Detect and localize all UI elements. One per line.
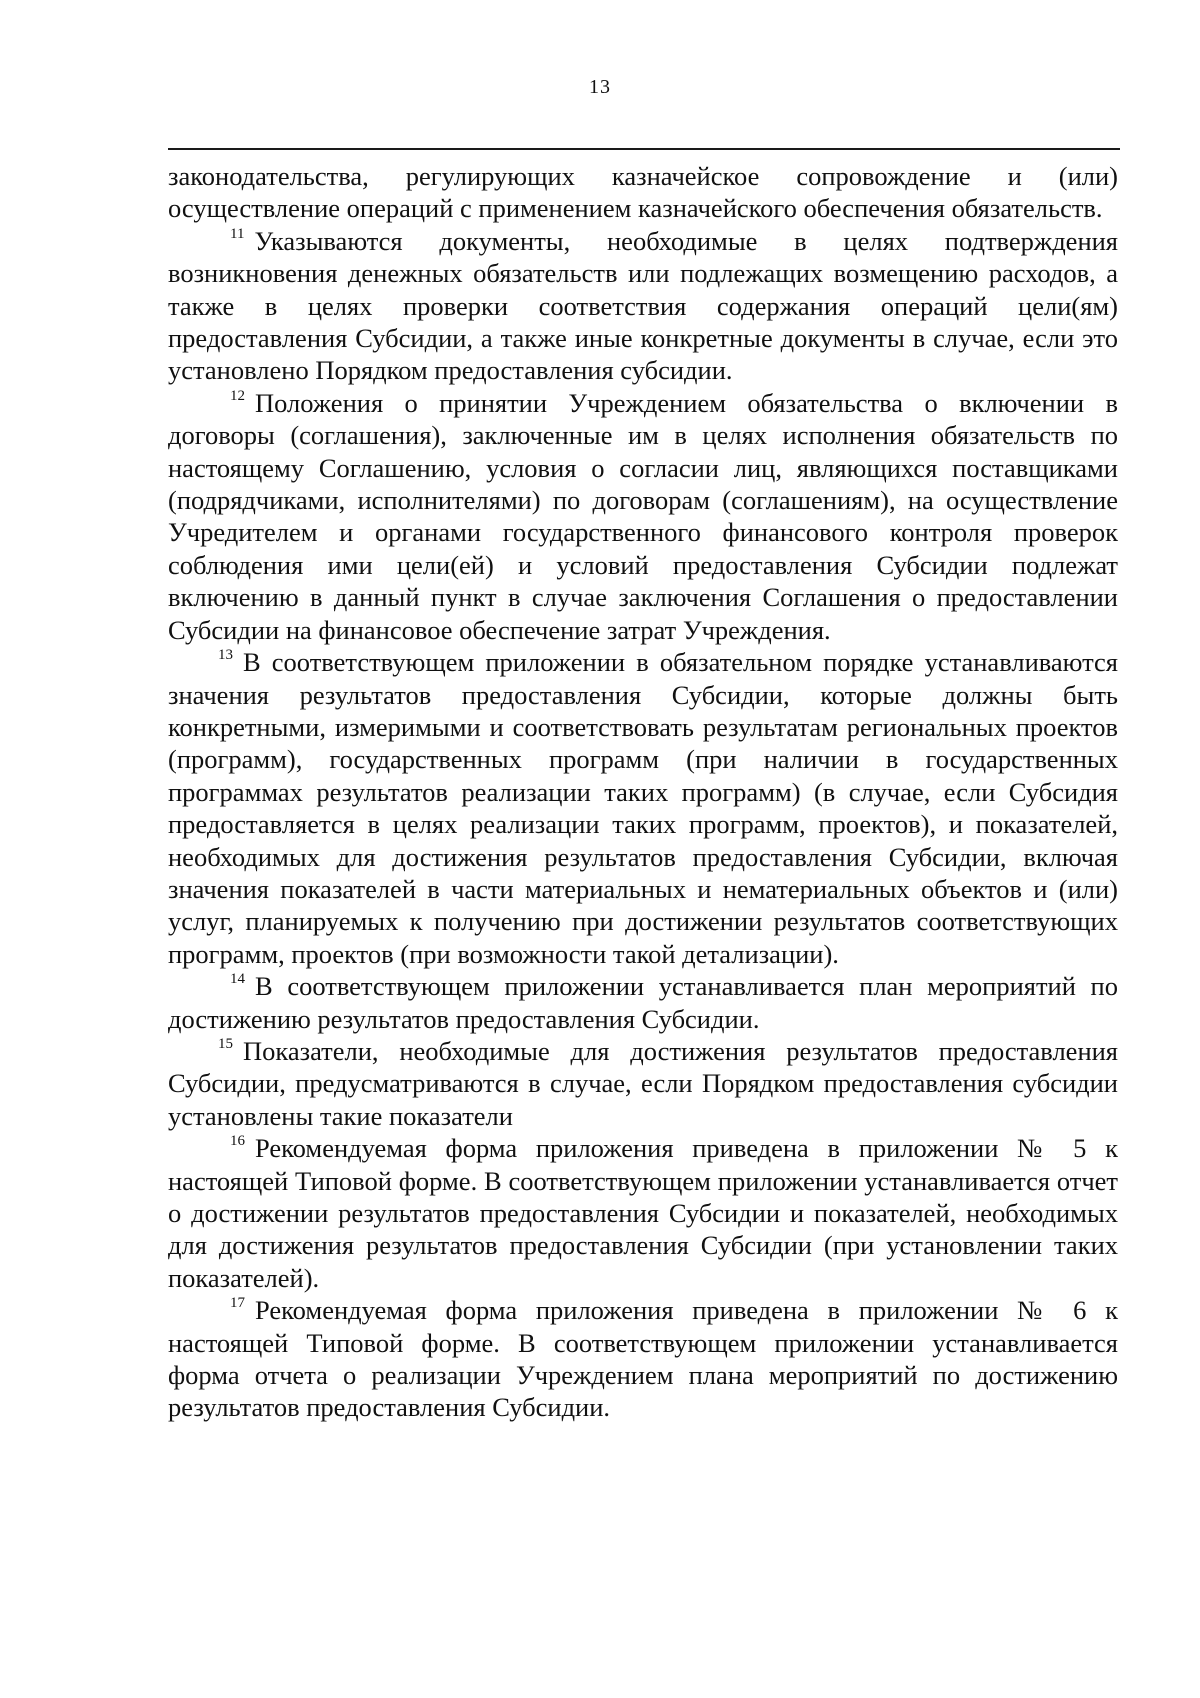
- footnote-12: [168, 387, 1118, 646]
- footnote-text: Показатели, необходимые для достижения результатов предоставления Субсидии, предусматриваются в случае, если Порядком предоставления субсидии установлены такие показатели: [168, 1035, 1118, 1131]
- footnote-marker: 13: [218, 647, 233, 664]
- footnote-13: [168, 646, 1118, 970]
- footnote-marker: 16: [230, 1133, 245, 1150]
- footnote-text: В соответствующем приложении устанавливается план мероприятий по достижению результатов предоставления Субсидии.: [168, 971, 1118, 1034]
- footnotes-body: [168, 160, 1118, 1424]
- footnote-text: В соответствующем приложении в обязательном порядке устанавливаются значения результатов предоставления Субсидии, которые должны быть конкретными, измеримыми и соответствовать результатам региональных проектов (программ), государственных программ (при наличии в государственных программах результатов реализации таких программ) (в случае, если Субсидия предоставляется в целях реализации таких программ, проектов), и показателей, необходимых для достижения результатов предоставления Субсидии, включая значения показателей в части материальных и нематериальных объектов и (или) услуг, планируемых к получению при достижении результатов соответствующих программ, проектов (при возможности такой детализации).: [168, 647, 1118, 969]
- footnote-text: законодательства, регулирующих казначейское сопровождение и (или) осуществление операций с применением казначейского обеспечения обязательств.: [168, 161, 1118, 224]
- page-number: 13: [589, 76, 611, 98]
- footnote-text: Положения о принятии Учреждением обязательства о включении в договоры (соглашения), заключенные им в целях исполнения обязательств по настоящему Соглашению, условия о согласии лиц, являющихся поставщиками (подрядчиками, исполнителями) по договорам (соглашениям), на осуществление Учредителем и органами государственного финансового контроля проверок соблюдения ими цели(ей) и условий предоставления Субсидии подлежат включению в данный пункт в случае заключения Соглашения о предоставлении Субсидии на финансовое обеспечение затрат Учреждения.: [168, 387, 1118, 645]
- footnote-separator-line: [168, 148, 1120, 150]
- footnote-text: Рекомендуемая форма приложения приведена в приложении № 6 к настоящей Типовой форме. В соответствующем приложении устанавливается форма отчета о реализации Учреждением плана мероприятий по достижению результатов предоставления Субсидии.: [168, 1295, 1118, 1423]
- footnote-marker: 14: [230, 971, 245, 988]
- footnote-marker: 15: [218, 1035, 233, 1052]
- footnote-text: Рекомендуемая форма приложения приведена в приложении № 5 к настоящей Типовой форме. В соответствующем приложении устанавливается отчет о достижении результатов предоставления Субсидии и показателей, необходимых для достижения результатов предоставления Субсидии (при установлении таких показателей).: [168, 1133, 1118, 1293]
- footnote-marker: 12: [230, 387, 245, 404]
- footnote-marker: 17: [230, 1295, 245, 1312]
- footnote-17: [168, 1294, 1118, 1424]
- footnote-continuation: [168, 160, 1118, 225]
- footnote-14: [168, 970, 1118, 1035]
- footnote-marker: 11: [230, 225, 245, 242]
- footnote-11: [168, 225, 1118, 387]
- footnote-15: [168, 1035, 1118, 1132]
- footnote-text: Указываются документы, необходимые в целях подтверждения возникновения денежных обязательств или подлежащих возмещению расходов, а также в целях проверки соответствия содержания операций цели(ям) предоставления Субсидии, а также иные конкретные документы в случае, если это установлено Порядком предоставления субсидии.: [168, 225, 1118, 386]
- footnote-16: [168, 1132, 1118, 1294]
